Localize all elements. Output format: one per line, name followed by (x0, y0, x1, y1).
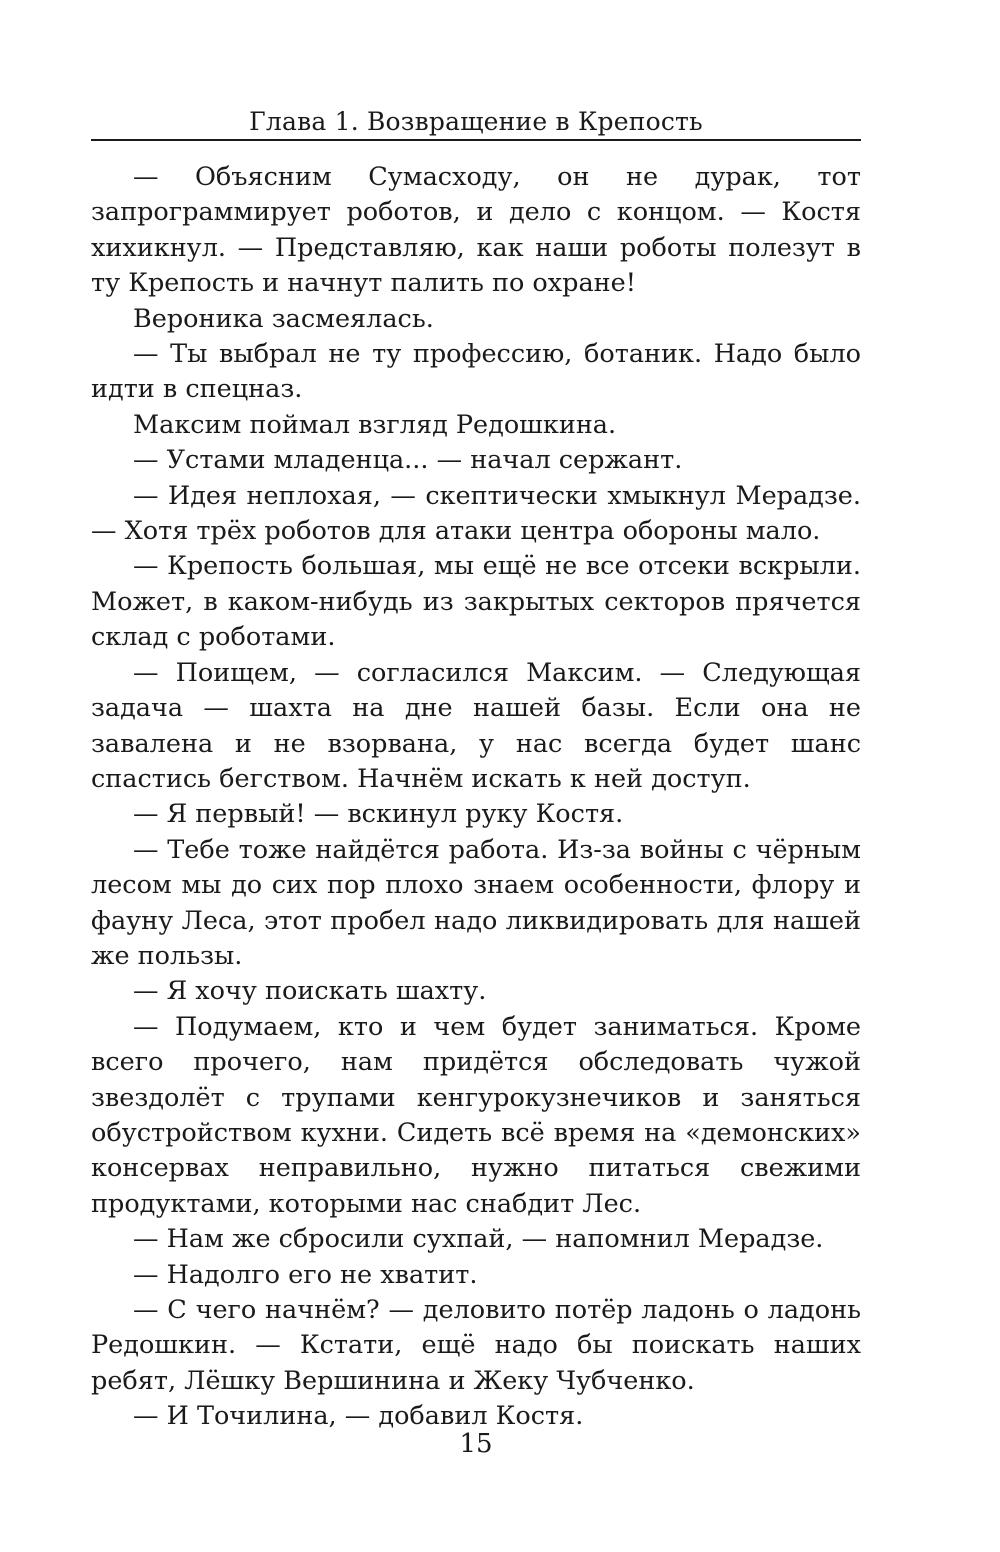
book-page (91, 0, 861, 1552)
paragraph: — И Точилина, — добавил Костя. (133, 1401, 584, 1432)
header-rule (91, 139, 861, 141)
paragraph: Максим поймал взгляд Редошкина. (133, 409, 617, 440)
paragraph: — Поищем, — согласился Максим. — Следующая задача — шахта на дне нашей базы. Если она не завалена и не взорвана, у нас всегда будет шанс спастись бегством. Начнём искать к ней доступ. (91, 657, 861, 794)
paragraph: Вероника засмеялась. (133, 303, 434, 334)
paragraph: — Нам же сбросили сухпай, — напомнил Мерадзе. (133, 1224, 824, 1255)
paragraph: — Крепость большая, мы ещё не все отсеки вскрыли. Может, в каком-нибудь из закрытых секторов прячется склад с роботами. (91, 551, 861, 653)
paragraph: — Тебе тоже найдётся работа. Из-за войны с чёрным лесом мы до сих пор плохо знаем особенности, флору и фауну Леса, этот пробел надо ликвидировать для нашей же пользы. (91, 834, 861, 971)
paragraph: — С чего начнём? — деловито потёр ладонь о ладонь Редошкин. — Кстати, ещё надо бы поискать наших ребят, Лёшку Вершинина и Жеку Чубченко. (91, 1295, 861, 1396)
page-number: 15 (459, 1429, 493, 1459)
paragraph: — Ты выбрал не ту профессию, ботаник. Надо было идти в спецназ. (91, 339, 861, 405)
paragraph: — Я хочу поискать шахту. (133, 976, 487, 1007)
body-text (91, 160, 861, 1435)
paragraph: — Подумаем, кто и чем будет заниматься. Кроме всего прочего, нам придётся обследовать чужой звездолёт с трупами кенгурокузнечиков и заняться обустройством кухни. Сидеть всё время на «демонских» консервах неправильно, нужно питаться свежими продуктами, которыми нас снабдит Лес. (91, 1011, 861, 1219)
paragraph: — Объясним Сумасходу, он не дурак, тот запрограммирует роботов, и дело с концом. — Костя хихикнул. — Представляю, как наши роботы полезут в ту Крепость и начнут палить по охране! (91, 162, 861, 299)
running-head: Глава 1. Возвращение в Крепость (249, 107, 703, 136)
paragraph: — Надолго его не хватит. (133, 1259, 478, 1290)
paragraph: — Идея неплохая, — скептически хмыкнул Мерадзе. — Хотя трёх роботов для атаки центра обороны мало. (91, 480, 861, 547)
paragraph: — Я первый! — вскинул руку Костя. (133, 799, 624, 830)
paragraph: — Устами младенца... — начал сержант. (133, 445, 683, 476)
